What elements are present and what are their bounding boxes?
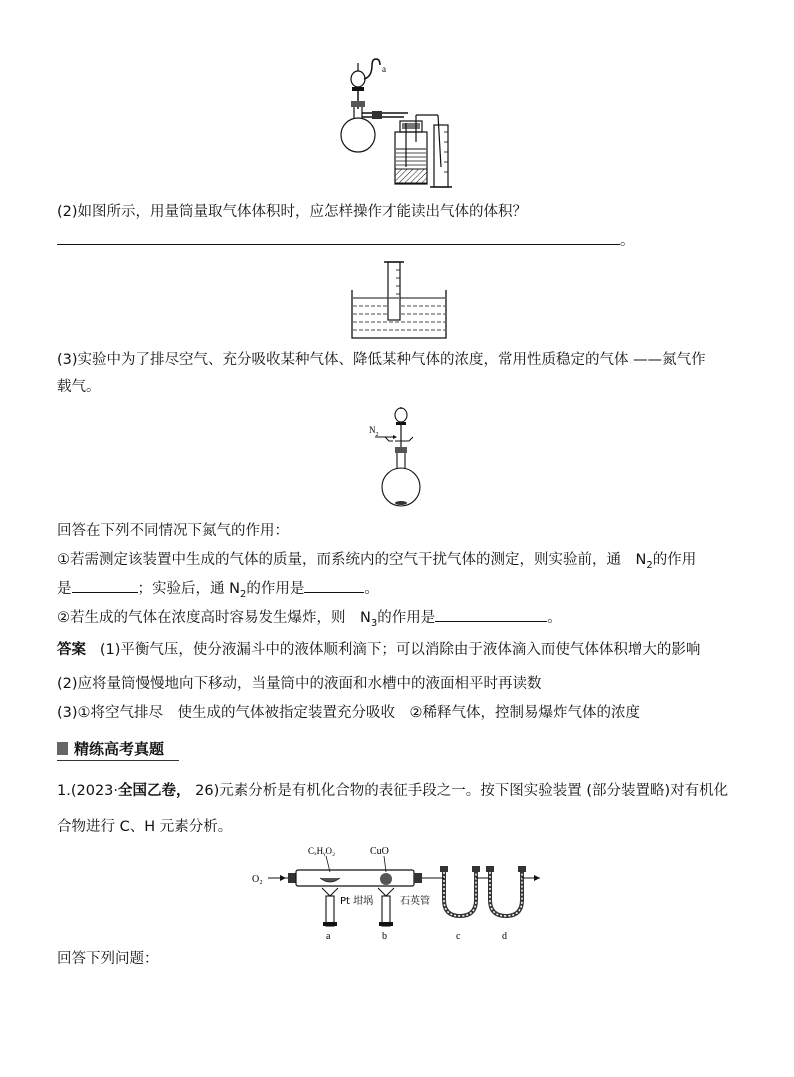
answer-line3: (3)①将空气排尽 使生成的气体被指定装置充分吸收 ②稀释气体，控制易爆炸气体的浓度 bbox=[57, 705, 641, 721]
question-3-line1: (3)实验中为了排尽空气、充分吸收某种气体、降低某种气体的浓度，常用性质稳定的气体 ——氮气作 bbox=[57, 352, 706, 368]
blank-2[interactable] bbox=[304, 578, 364, 593]
answer-label: 答案 bbox=[57, 642, 86, 658]
question-3-line2: 载气。 bbox=[57, 379, 101, 395]
section-heading: 精练高考真题 bbox=[57, 738, 164, 759]
blank-3[interactable] bbox=[435, 607, 547, 622]
section-icon bbox=[57, 742, 68, 755]
problem-1-line2: 合物进行 C、H 元素分析。 bbox=[57, 819, 233, 835]
fig3-label-n2: $N_2$ bbox=[369, 425, 379, 438]
question-2-text: (2)如图所示，用量筒量取气体体积时，应怎样操作才能读出气体的体积？ bbox=[57, 204, 528, 220]
label-o2: O₂ bbox=[252, 874, 263, 885]
figure-gas-volume-apparatus bbox=[338, 57, 478, 192]
problem-1-line1: 1.(2023·全国乙卷， 26)元素分析是有机化合物的表征手段之一。按下图实验装置 (部分装置略)对有机化 bbox=[57, 783, 729, 799]
label-b: b bbox=[382, 931, 387, 942]
fig1-label-a: a bbox=[382, 64, 386, 74]
item-1-line2: 是 ；实验后，通 $N_2$的作用是 。 bbox=[57, 578, 379, 605]
question-2-answer-line: 。 bbox=[57, 230, 635, 251]
answer-line1: 答案 (1)平衡气压，使分液漏斗中的液体顺利滴下；可以消除由于液体滴入而使气体体积增大的影响 bbox=[57, 642, 701, 658]
closing-prompt: 回答下列问题： bbox=[57, 951, 159, 967]
label-c: c bbox=[456, 931, 461, 942]
figure-combustion-apparatus bbox=[250, 842, 550, 942]
section-heading-rule bbox=[57, 760, 179, 761]
figure-cylinder-in-trough bbox=[350, 258, 450, 343]
figure-nitrogen-flask bbox=[365, 405, 445, 515]
item-2-line: ②若生成的气体在浓度高时容易发生爆炸，则 $N_3$的作用是 。 bbox=[57, 607, 562, 634]
label-a: a bbox=[326, 931, 331, 942]
label-tube: 石英管 bbox=[400, 896, 430, 907]
answer-intro: 回答在下列不同情况下氮气的作用： bbox=[57, 523, 289, 539]
label-sample: CₓHᵧO₂ bbox=[308, 846, 336, 856]
blank-1[interactable] bbox=[72, 578, 138, 593]
label-crucible: Pt 坩埚 bbox=[340, 896, 374, 907]
item-1-line1: ①若需测定该装置中生成的气体的质量，而系统内的空气干扰气体的测定，则实验前，通 $N_2$的作用 bbox=[57, 552, 697, 571]
label-d: d bbox=[502, 931, 507, 942]
label-cuo: CuO bbox=[370, 846, 389, 857]
answer-line2: (2)应将量筒慢慢地向下移动，当量筒中的液面和水槽中的液面相平时再读数 bbox=[57, 676, 542, 692]
